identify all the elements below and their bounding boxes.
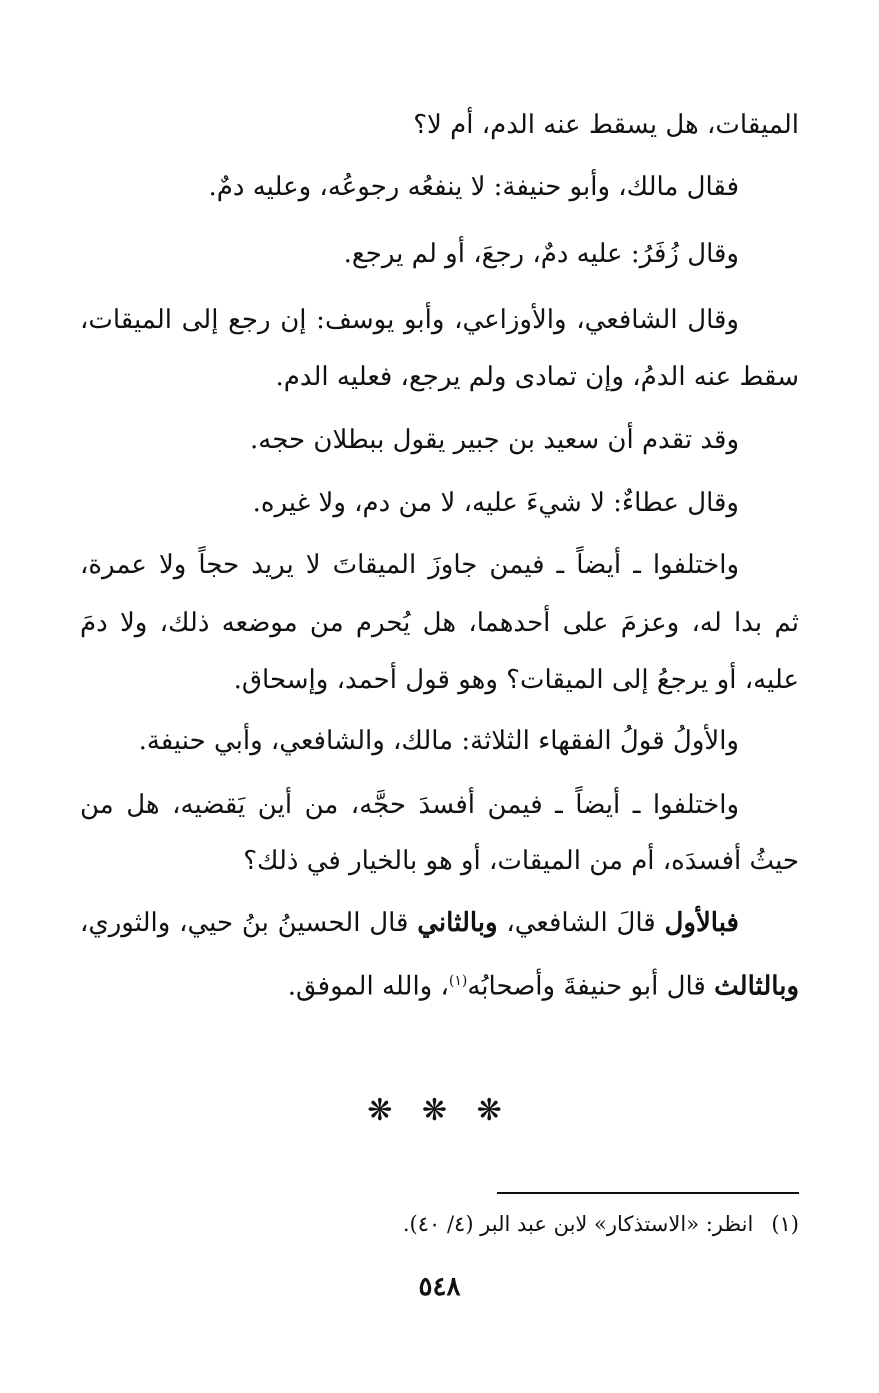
text-line-10: عليه، أو يرجعُ إلى الميقات؟ وهو قول أحمد، وإسحاق. bbox=[233, 665, 799, 695]
text-line-7: وقال عطاءٌ: لا شيءَ عليه، لا من دم، ولا غيره. bbox=[252, 488, 739, 518]
text-line-6: وقد تقدم أن سعيد بن جبير يقول ببطلان حجه. bbox=[250, 425, 739, 455]
footnote-number: (١) bbox=[771, 1212, 799, 1236]
text-line-15 bbox=[288, 961, 799, 1007]
text-line-4: وقال الشافعي، والأوزاعي، وأبو يوسف: إن رجع إلى الميقات، bbox=[80, 305, 739, 335]
footnote bbox=[403, 1208, 799, 1240]
text-line-13: حيثُ أفسدَه، أم من الميقات، أو هو بالخيار في ذلك؟ bbox=[243, 846, 799, 876]
text-segment: قال الحسينُ بنُ حيي، والثوري، bbox=[80, 908, 418, 938]
footnote-separator bbox=[497, 1192, 799, 1194]
text-line-12: واختلفوا ـ أيضاً ـ فيمن أفسدَ حجَّه، من أين يَقضيه، هل من bbox=[80, 790, 739, 820]
text-segment: قال أبو حنيفةَ وأصحابُه bbox=[467, 971, 715, 1002]
text-line-9: ثم بدا له، وعزمَ على أحدهما، هل يُحرم من موضعه ذلك، ولا دمَ bbox=[80, 608, 799, 638]
text-line-14 bbox=[80, 903, 739, 943]
text-line-1: الميقات، هل يسقط عنه الدم، أم لا؟ bbox=[413, 110, 799, 140]
bold-term-third: وبالثالث bbox=[714, 971, 799, 1002]
text-line-3: وقال زُفَرُ: عليه دمٌ، رجعَ، أو لم يرجع. bbox=[343, 239, 739, 269]
bold-term-first: فبالأول bbox=[664, 908, 739, 938]
text-line-2: فقال مالك، وأبو حنيفة: لا ينفعُه رجوعُه، وعليه دمٌ. bbox=[208, 172, 739, 202]
text-line-11: والأولُ قولُ الفقهاء الثلاثة: مالك، والشافعي، وأبي حنيفة. bbox=[138, 726, 739, 756]
section-divider-ornament: ❋ ❋ ❋ bbox=[367, 1093, 512, 1128]
footnote-text: انظر: «الاستذكار» لابن عبد البر (٤/ ٤٠). bbox=[402, 1212, 754, 1236]
text-line-5: سقط عنه الدمُ، وإن تمادى ولم يرجع، فعليه الدم. bbox=[275, 362, 799, 392]
text-segment: ، والله الموفق. bbox=[287, 971, 449, 1002]
text-line-8: واختلفوا ـ أيضاً ـ فيمن جاوزَ الميقاتَ لا يريد حجاً ولا عمرة، bbox=[80, 550, 739, 580]
bold-term-second: وبالثاني bbox=[417, 908, 498, 938]
text-segment: قالَ الشافعي، bbox=[497, 908, 665, 938]
footnote-reference[interactable]: (١) bbox=[448, 973, 468, 989]
page-number: ٥٤٨ bbox=[418, 1272, 461, 1302]
